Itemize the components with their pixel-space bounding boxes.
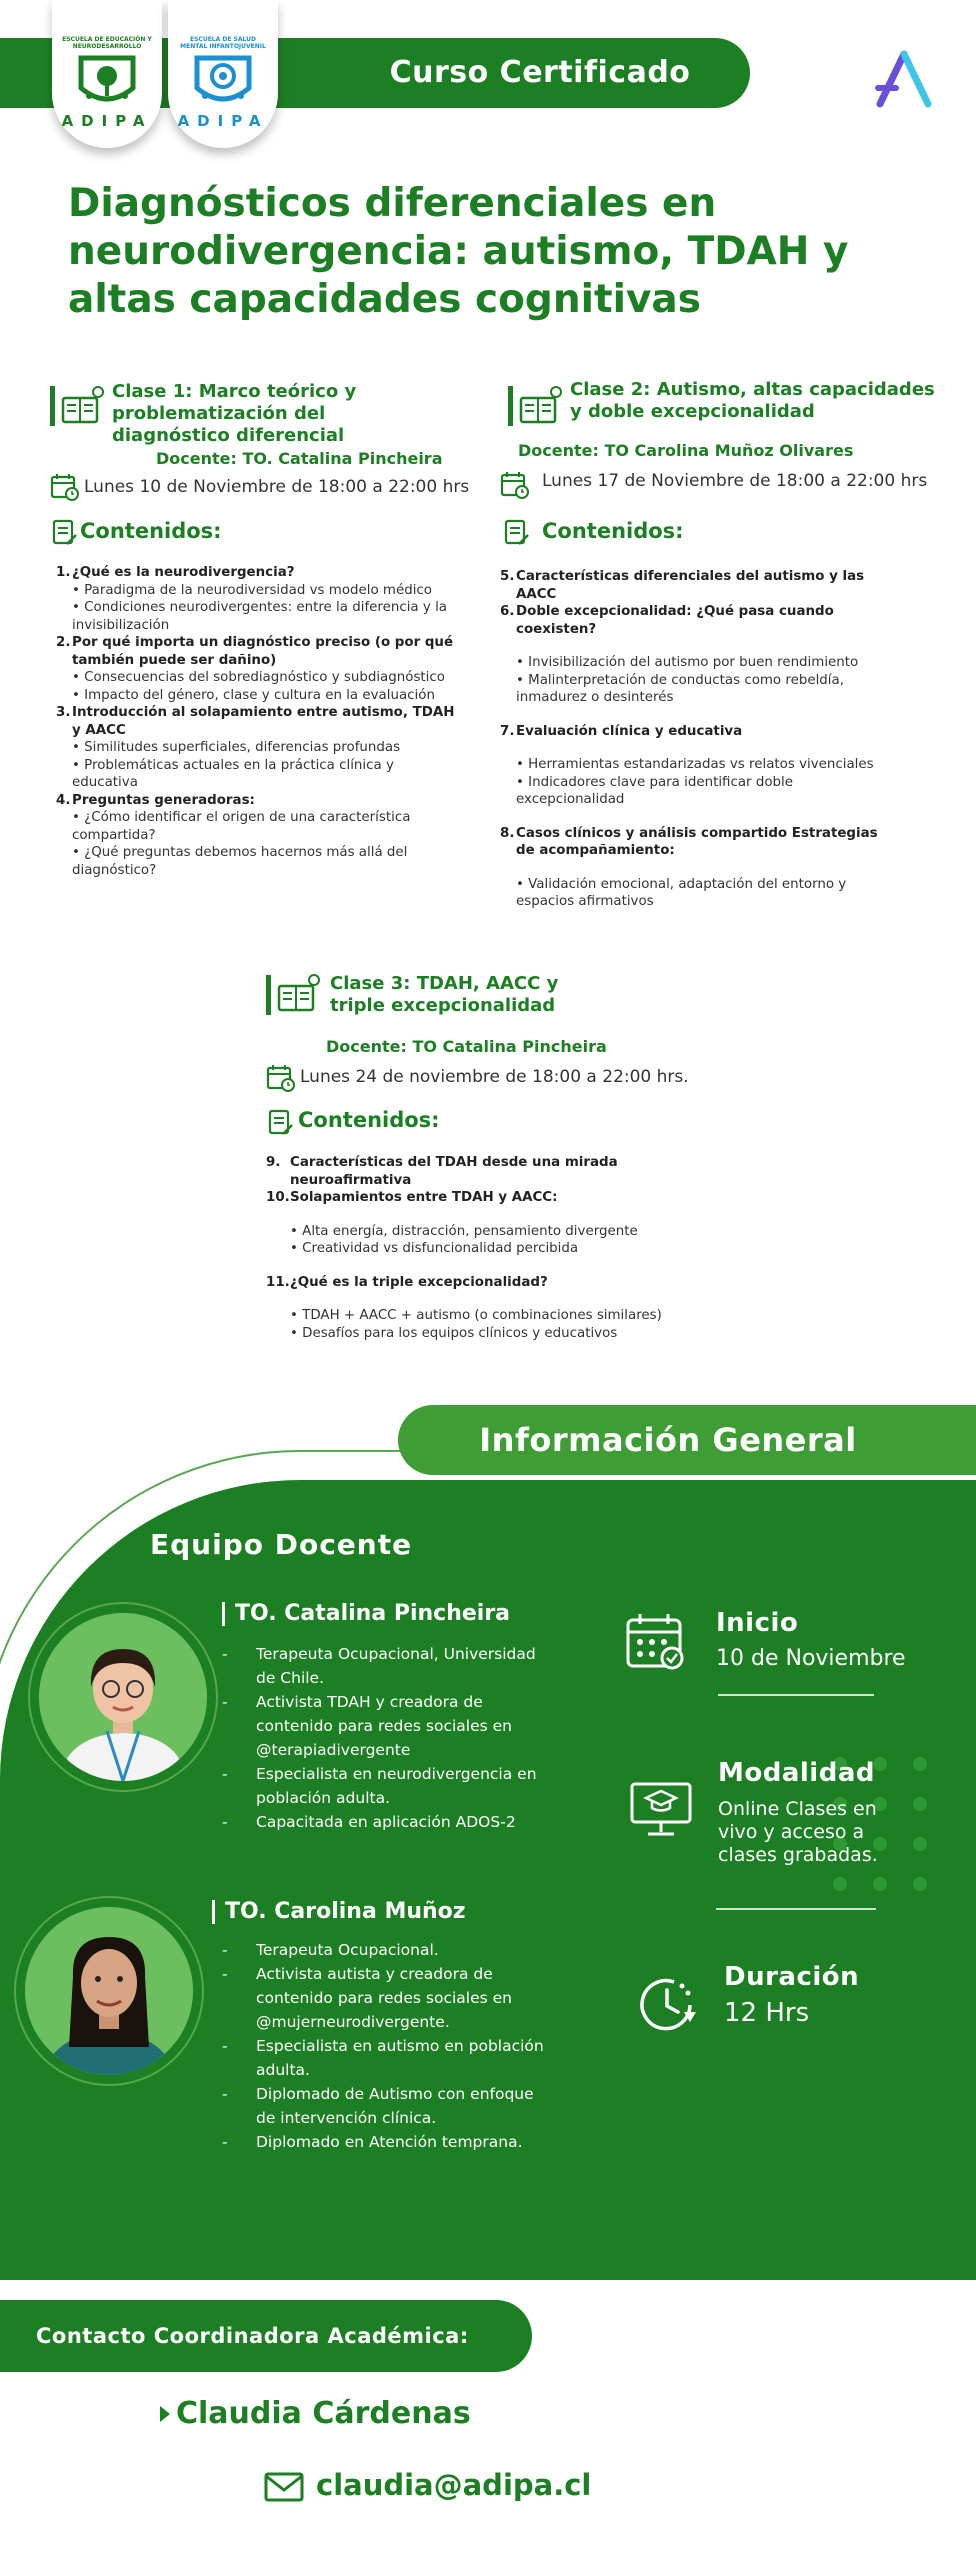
bullet-item: - Capacitada en aplicación ADOS-2 [222,1810,542,1834]
list-item: 11. ¿Qué es la triple excepcionalidad? • TDAH + AACC + autismo (o combinaciones similares) • Desafíos para los equipos clínicos y educativos [266,1274,662,1341]
divider [716,1908,876,1910]
envelope-icon [264,2472,304,2502]
class-1-date: Lunes 10 de Noviembre de 18:00 a 22:00 hrs [84,477,470,497]
adipa-logo-icon [874,48,934,108]
list-item: 9. Características del TDAH desde una mirada neuroafirmativa [266,1155,618,1188]
bullet-item: - Diplomado en Atención temprana. [222,2130,552,2154]
class-1-contents-list [56,564,456,879]
document-icon [50,518,80,548]
course-title: Diagnósticos diferenciales en neurodivergencia: autismo, TDAH y altas capacidades cognitivas [68,181,849,322]
calendar-clock-icon [266,1063,296,1093]
bullet-item: - Diplomado de Autismo con enfoque de intervención clínica. [222,2082,552,2130]
class-accent-bar [266,975,271,1015]
person-photo-icon [25,1907,193,2075]
list-item: 6. Doble excepcionalidad: ¿Qué pasa cuando coexisten? • Invisibilización del autismo por buen rendimiento • Malinterpretación de conductas como rebeldía, inmadurez o desinterés [500,604,859,705]
inicio-label: Inicio [716,1608,799,1638]
teacher-1-bullets [222,1642,542,1834]
book-idea-icon [60,384,106,426]
class-3-title: Clase 3: TDAH, AACC y triple excepcionalidad [330,973,559,1016]
person-photo-icon [39,1613,207,1781]
class-3-date: Lunes 24 de noviembre de 18:00 a 22:00 hrs. [300,1067,689,1087]
duracion-label: Duración [724,1962,860,1992]
bullet-item: - Terapeuta Ocupacional. [222,1938,552,1962]
class-accent-bar [508,386,513,426]
teacher-2-name: TO. Carolina Muñoz [212,1900,466,1924]
class-3-contents-list [266,1154,686,1342]
calendar-clock-icon [50,472,80,502]
book-idea-icon [276,972,322,1014]
class-2-teacher: Docente: TO Carolina Muñoz Olivares [518,441,854,460]
avatar [25,1907,193,2075]
class-2-contents-heading: Contenidos: [542,519,684,543]
modalidad-value: Online Clases en vivo y acceso a clases grabadas. [718,1798,878,1866]
list-item: 2. Por qué importa un diagnóstico preciso (o por qué también puede ser dañino) • Consecuencias del sobrediagnóstico y subdiagnóstico • Impacto del género, clase y cultura en la evaluación [56,635,454,703]
clock-icon [632,1970,702,2040]
class-3-teacher: Docente: TO Catalina Pincheira [326,1037,607,1056]
class-1-teacher: Docente: TO. Catalina Pincheira [156,449,443,468]
bullet-item: - Activista autista y creadora de contenido para redes sociales en @mujerneurodivergente. [222,1962,552,2034]
inicio-value: 10 de Noviembre [716,1646,906,1671]
book-idea-icon [518,384,564,426]
class-2-title: Clase 2: Autismo, altas capacidades y doble excepcionalidad [570,379,935,422]
school-badge-mental-health [168,0,278,148]
info-heading: Información General [479,1421,857,1459]
avatar [39,1613,207,1781]
class-2-contents-list [500,568,900,911]
teacher-1-name: TO. Catalina Pincheira [222,1602,510,1626]
badge-caption: ESCUELA DE EDUCACIÓN Y NEURODESARROLLO [62,36,152,50]
online-class-icon [628,1772,698,1842]
contact-email[interactable]: claudia@adipa.cl [316,2468,592,2502]
list-item: 1. ¿Qué es la neurodivergencia? • Paradigma de la neurodiversidad vs modelo médico • Condiciones neurodivergentes: entre la diferencia y la invisibilización [56,565,447,633]
list-item: 7. Evaluación clínica y educativa • Herramientas estandarizadas vs relatos vivenciales • Indicadores clave para identificar doble excepcionalidad [500,723,874,807]
bullet-item: - Terapeuta Ocupacional, Universidad de Chile. [222,1642,542,1690]
class-2-date: Lunes 17 de Noviembre de 18:00 a 22:00 hrs [542,471,928,491]
calendar-clock-icon [500,470,530,500]
head-crest-icon [183,54,263,110]
document-icon [502,518,532,548]
badge-wordmark: ADIPA [177,112,269,130]
list-item: 3. Introducción al solapamiento entre autismo, TDAH y AACC • Similitudes superficiales, diferencias profundas • Problemáticas actuales en la práctica clínica y educativa [56,705,455,790]
teacher-2-bullets [222,1938,552,2154]
list-item: 8. Casos clínicos y análisis compartido Estrategias de acompañamiento: • Validación emocional, adaptación del entorno y espacios afirmativos [500,825,878,909]
list-item: 5. Características diferenciales del autismo y las AACC [500,569,865,602]
caret-right-icon [158,2404,172,2424]
class-1-contents-heading: Contenidos: [80,519,222,543]
modalidad-label: Modalidad [718,1758,875,1788]
badge-caption: ESCUELA DE SALUD MENTAL INFANTOJUVENIL [180,36,266,50]
class-3-contents-heading: Contenidos: [298,1108,440,1132]
header-title: Curso Certificado [389,55,691,90]
class-accent-bar [50,386,55,426]
list-item: 10. Solapamientos entre TDAH y AACC: • Alta energía, distracción, pensamiento divergente • Creatividad vs disfuncionalidad percibida [266,1190,638,1256]
tree-crest-icon [67,54,147,110]
calendar-icon [624,1610,690,1676]
contact-name: Claudia Cárdenas [176,2396,471,2431]
team-heading: Equipo Docente [150,1528,413,1561]
badge-wordmark: ADIPA [61,112,153,130]
list-item: 4. Preguntas generadoras: • ¿Cómo identificar el origen de una característica compartida? • ¿Qué preguntas debemos hacernos más allá del diagnóstico? [56,792,411,878]
bullet-item: - Especialista en neurodivergencia en población adulta. [222,1762,542,1810]
bullet-item: - Activista TDAH y creadora de contenido para redes sociales en @terapiadivergente [222,1690,542,1762]
bullet-item: - Especialista en autismo en población adulta. [222,2034,552,2082]
document-icon [266,1108,296,1138]
school-badge-education [52,0,162,148]
contact-heading: Contacto Coordinadora Académica: [36,2324,469,2348]
divider [718,1694,874,1696]
duracion-value: 12 Hrs [724,1998,810,2028]
class-1-title: Clase 1: Marco teórico y problematización del diagnóstico diferencial [112,381,357,446]
